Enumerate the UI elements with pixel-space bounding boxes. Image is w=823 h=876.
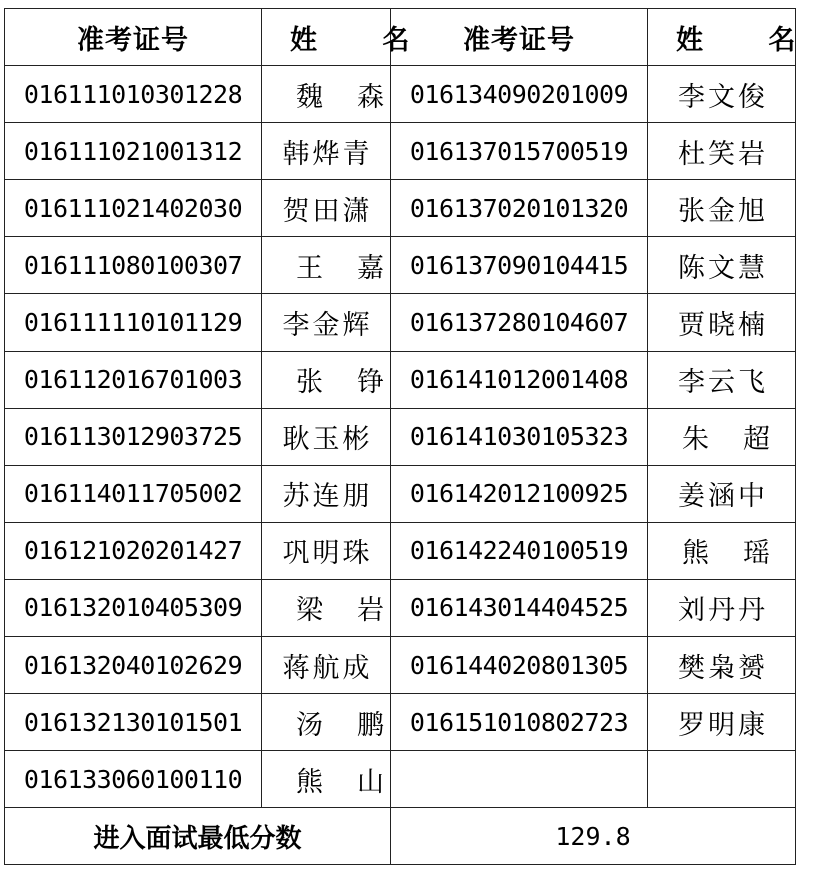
- exam-id-left: 016113012903725: [5, 408, 262, 465]
- name-left: 李金辉: [262, 294, 391, 351]
- exam-id-left: 016112016701003: [5, 351, 262, 408]
- name-left: 王嘉: [262, 237, 391, 294]
- exam-id-left: 016132010405309: [5, 579, 262, 636]
- name-left: 苏连朋: [262, 465, 391, 522]
- exam-id-right: 016144020801305: [391, 637, 648, 694]
- min-score-label: 进入面试最低分数: [5, 808, 391, 865]
- header-name-right: 姓 名: [648, 9, 796, 66]
- exam-id-left: 016111010301228: [5, 66, 262, 123]
- name-left: 张铮: [262, 351, 391, 408]
- table-row: [5, 123, 796, 180]
- footer-row: [5, 808, 796, 865]
- header-exam-id-left: 准考证号: [5, 9, 262, 66]
- table-row: [5, 637, 796, 694]
- exam-id-right: 016137280104607: [391, 294, 648, 351]
- name-right: 熊瑶: [648, 522, 796, 579]
- name-right: 罗明康: [648, 694, 796, 751]
- name-right: [648, 751, 796, 808]
- header-row: [5, 9, 796, 66]
- name-left: 耿玉彬: [262, 408, 391, 465]
- exam-id-right: 016142012100925: [391, 465, 648, 522]
- exam-id-left: 016111080100307: [5, 237, 262, 294]
- exam-id-left: 016111021001312: [5, 123, 262, 180]
- min-score-value: 129.8: [391, 808, 796, 865]
- exam-id-left: 016121020201427: [5, 522, 262, 579]
- name-left: 梁岩: [262, 579, 391, 636]
- name-right: 樊枭赟: [648, 637, 796, 694]
- table-row: [5, 579, 796, 636]
- exam-id-right: 016141012001408: [391, 351, 648, 408]
- table-row: [5, 237, 796, 294]
- name-left: 熊山: [262, 751, 391, 808]
- table-row: [5, 294, 796, 351]
- exam-id-right: 016143014404525: [391, 579, 648, 636]
- exam-id-right: 016137020101320: [391, 180, 648, 237]
- name-left: 贺田潇: [262, 180, 391, 237]
- exam-id-right: 016137015700519: [391, 123, 648, 180]
- name-left: 巩明珠: [262, 522, 391, 579]
- exam-id-left: 016114011705002: [5, 465, 262, 522]
- name-right: 杜笑岩: [648, 123, 796, 180]
- exam-id-right: 016151010802723: [391, 694, 648, 751]
- exam-id-right: [391, 751, 648, 808]
- header-name-left: 姓 名: [262, 9, 391, 66]
- name-right: 李文俊: [648, 66, 796, 123]
- table-row: [5, 408, 796, 465]
- name-right: 张金旭: [648, 180, 796, 237]
- exam-id-right: 016134090201009: [391, 66, 648, 123]
- name-right: 李云飞: [648, 351, 796, 408]
- exam-id-left: 016111110101129: [5, 294, 262, 351]
- exam-id-right: 016141030105323: [391, 408, 648, 465]
- name-left: 汤鹏: [262, 694, 391, 751]
- table-row: [5, 465, 796, 522]
- exam-id-left: 016132040102629: [5, 637, 262, 694]
- name-right: 姜涵中: [648, 465, 796, 522]
- exam-id-left: 016132130101501: [5, 694, 262, 751]
- name-right: 朱超: [648, 408, 796, 465]
- table-row: [5, 522, 796, 579]
- name-right: 刘丹丹: [648, 579, 796, 636]
- name-right: 贾晓楠: [648, 294, 796, 351]
- header-exam-id-right: 准考证号: [391, 9, 648, 66]
- exam-id-left: 016111021402030: [5, 180, 262, 237]
- name-right: 陈文慧: [648, 237, 796, 294]
- table-row: [5, 751, 796, 808]
- table-row: [5, 66, 796, 123]
- table-row: [5, 694, 796, 751]
- name-left: 韩烨青: [262, 123, 391, 180]
- name-left: 魏森: [262, 66, 391, 123]
- table-row: [5, 351, 796, 408]
- name-left: 蒋航成: [262, 637, 391, 694]
- table-row: [5, 180, 796, 237]
- admission-score-table: [4, 8, 823, 865]
- exam-id-right: 016142240100519: [391, 522, 648, 579]
- exam-id-right: 016137090104415: [391, 237, 648, 294]
- table-body: [5, 66, 804, 808]
- exam-id-left: 016133060100110: [5, 751, 262, 808]
